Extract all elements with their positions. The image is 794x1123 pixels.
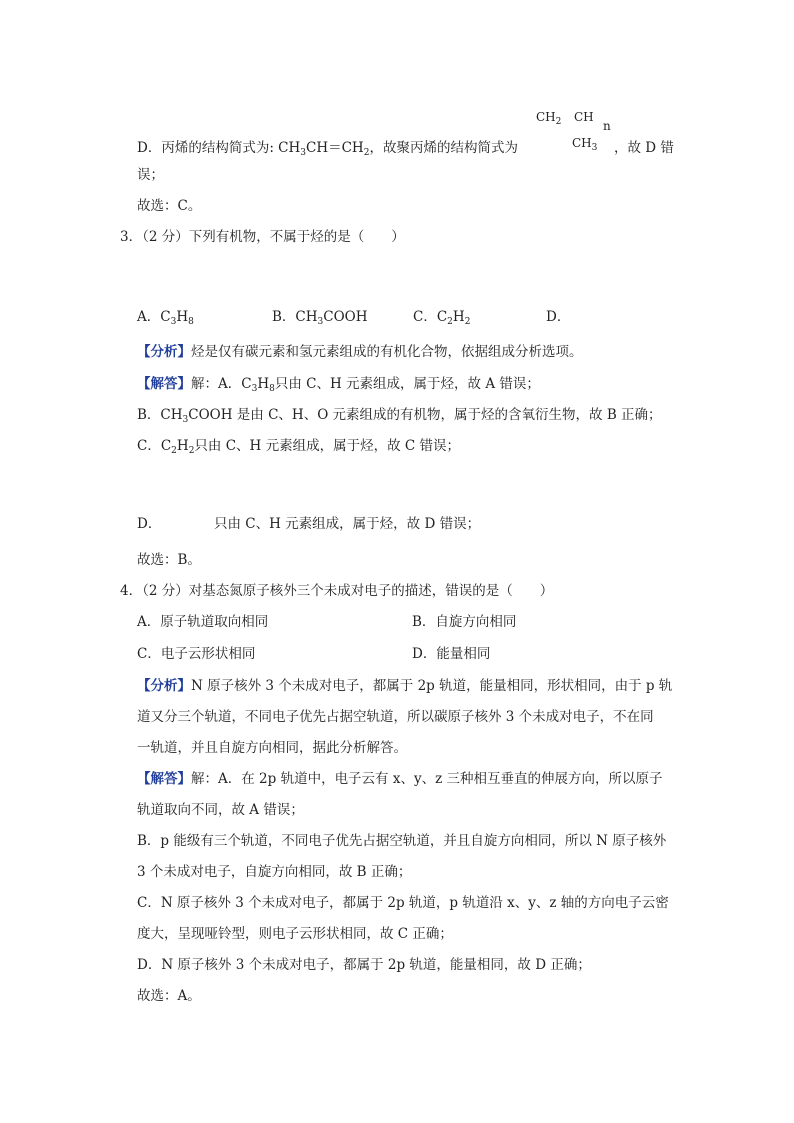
q4-solution-d: D．N 原子核外 3 个未成对电子，都属于 2p 轨道，能量相同，故 D 正确； (137, 957, 591, 973)
q4-option-a: A．原子轨道取向相同 (137, 614, 269, 630)
q4-analysis-line3: 一轨道，并且自旋方向相同，据此分析解答。 (137, 740, 407, 756)
formula-n: n (603, 119, 611, 133)
q4-solution-b-line2: 3 个未成对电子，自旋方向相同，故 B 正确； (137, 864, 412, 880)
q4-solution-a-line2: 轨道取向不同，故 A 错误； (137, 802, 304, 818)
formula-ch: CH (574, 110, 594, 124)
q3-stem: 3．（2 分）下列有机物，不属于烃的是（ ） (120, 229, 405, 245)
q4-solution-b-line1: B．p 能级有三个轨道，不同电子优先占据空轨道，并且自旋方向相同，所以 N 原子核外 (137, 833, 667, 849)
q3-solution-b: B．$CH_3COOH$ 是由 C、H、O 元素组成的有机物，属于烃的含氧衍生物，故 B 正确； (137, 407, 662, 425)
q3-analysis: 【分析】烃是仅有碳元素和氢元素组成的有机化合物，依据组成分析选项。 (137, 344, 583, 360)
q3-option-b: B．$CH_3COOH$ (272, 309, 368, 327)
q3-option-c: C．$C_2H_2$ (413, 309, 471, 327)
q4-stem: 4．（2 分）对基态氮原子核外三个未成对电子的描述，错误的是（ ） (120, 583, 554, 599)
prev-option-d: D．丙烯的结构简式为: $CH_3CH=CH_2$，故聚丙烯的结构简式为 (137, 140, 518, 158)
q3-option-d: D． (546, 309, 571, 325)
q4-answer: 故选：A。 (137, 988, 201, 1004)
q4-analysis-line2: 道又分三个轨道，不同电子优先占据空轨道，所以碳原子核外 3 个未成对电子，不在同 (137, 709, 654, 725)
q4-option-b: B．自旋方向相同 (412, 614, 517, 630)
prev-answer: 故选：C。 (137, 198, 202, 214)
q4-analysis-line1: 【分析】N 原子核外 3 个未成对电子，都属于 2p 轨道，能量相同，形状相同，由于 p 轨 (137, 678, 673, 694)
q3-solution-d-text: 只由 C、H 元素组成，属于烃，故 D 错误； (214, 516, 481, 532)
formula-ch2: $CH_2$ (536, 110, 562, 127)
q4-solution-a-line1: 【解答】解：A．在 2p 轨道中，电子云有 x、y、z 三种相互垂直的伸展方向，所以原子 (137, 771, 663, 787)
prev-option-d-cont: 误； (137, 167, 164, 183)
formula-ch3: $CH_3$ (572, 136, 598, 153)
q4-option-c: C．电子云形状相同 (137, 646, 256, 662)
q3-option-a: A．$C_3H_8$ (137, 309, 194, 327)
q3-solution-a: 【解答】解：A．$C_3H_8$只由 C、H 元素组成，属于烃，故 A 错误； (137, 376, 540, 394)
q4-solution-c-line2: 度大，呈现哑铃型，则电子云形状相同，故 C 正确； (137, 926, 453, 942)
q3-solution-c: C．$C_2H_2$只由 C、H 元素组成，属于烃，故 C 错误； (137, 438, 461, 456)
q3-solution-d: D． (137, 516, 162, 532)
q4-solution-c-line1: C．N 原子核外 3 个未成对电子，都属于 2p 轨道，p 轨道沿 x、y、z 轴的方向电子云密 (137, 895, 669, 911)
q4-option-d: D．能量相同 (412, 646, 491, 662)
prev-option-d-end: ，故 D 错 (614, 140, 674, 156)
q3-answer: 故选：B。 (137, 552, 201, 568)
